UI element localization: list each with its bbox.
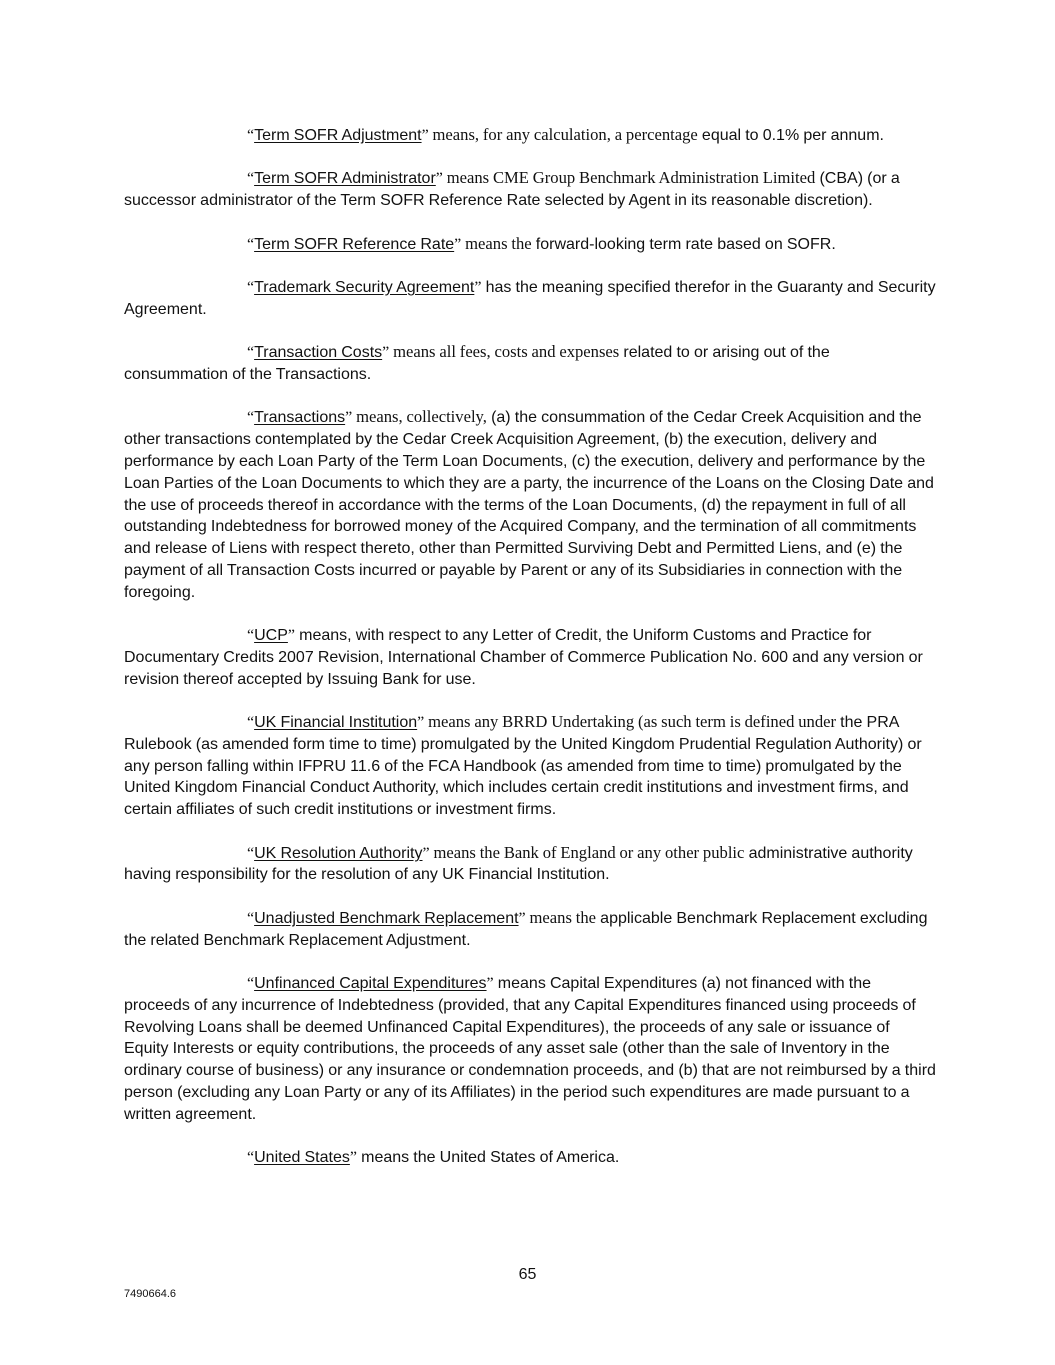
definition-text-serif: means CME Group Benchmark Administration Limited xyxy=(442,168,816,188)
definition-text: means the United States of America. xyxy=(356,1149,620,1167)
definition-text: (a) the consummation of the Cedar Creek Acquisition and the other transactions contemplated by the Cedar Creek Acquisition Agreement, (b) the execution, delivery and performance by each Loan Party of the Term Loan Documents, (c) the execution, delivery and performance by the Loan Parties of the Loan Documents to which they are a party, the incurrence of the Loans on the Closing Date and the use of proceeds thereof in accordance with the terms of the Loan Documents, (d) the repayment in full of all outstanding Indebtedness for borrowed money of the Acquired Company, and the termination of all commitments and release of Liens with respect thereto, other than Permitted Surviving Debt and Permitted Liens, and (e) the payment of all Transaction Costs incurred or payable by Parent or any of its Subsidiaries in connection with the foregoing. xyxy=(124,409,934,601)
defined-term: UK Financial Institution xyxy=(254,714,418,732)
definition-paragraph: “UCP” means, with respect to any Letter of Credit, the Uniform Customs and Practice for Documentary Credits 2007 Revision, International Chamber of Commerce Publication No. 600 and any version or revision thereof accepted by Issuing Bank for use. xyxy=(124,627,923,688)
defined-term: Unadjusted Benchmark Replacement xyxy=(254,909,519,927)
definition-text-serif: means the xyxy=(461,233,532,253)
definition-text-serif: means the xyxy=(525,907,597,927)
definition-paragraph: “Transaction Costs” means all fees, costs and expenses related to or arising out of the consummation of the Transactions. xyxy=(124,342,830,383)
defined-term: Term SOFR Adjustment xyxy=(254,127,422,144)
definition-text: forward-looking term rate based on SOFR. xyxy=(531,235,836,253)
definitions-list xyxy=(124,124,936,1190)
defined-term: Trademark Security Agreement xyxy=(254,278,475,296)
defined-term: Transaction Costs xyxy=(254,344,383,362)
definition-paragraph: “Trademark Security Agreement” has the meaning specified therefor in the Guaranty and Security Agreement. xyxy=(124,278,936,318)
definition-text: equal to 0.1% per annum. xyxy=(697,127,884,144)
definition-text: applicable Benchmark Replacement excluding the related Benchmark Replacement Adjustment. xyxy=(124,909,928,949)
definition-paragraph: “United States” means the United States of America. xyxy=(247,1149,620,1167)
definition-paragraph: “Term SOFR Administrator” means CME Group Benchmark Administration Limited (CBA) (or a successor administrator of the Term SOFR Reference Rate selected by Agent in its reasonable discretion). xyxy=(124,168,900,210)
definition-text-serif: means any BRRD Undertaking (as such term is defined under xyxy=(424,712,837,732)
definition-text: has the meaning specified therefor in the Guaranty and Security Agreement. xyxy=(124,278,936,318)
defined-term: United States xyxy=(254,1149,350,1167)
defined-term: Unfinanced Capital Expenditures xyxy=(254,975,487,993)
definition-paragraph: “Term SOFR Reference Rate” means the forward-looking term rate based on SOFR. xyxy=(247,233,836,253)
defined-term: UCP xyxy=(254,627,288,645)
definition-text: means, with respect to any Letter of Credit, the Uniform Customs and Practice for Documentary Credits 2007 Revision, International Chamber of Commerce Publication No. 600 and any version or revision thereof accepted by Issuing Bank for use. xyxy=(124,627,923,688)
defined-term: Term SOFR Reference Rate xyxy=(254,235,455,253)
definition-text-serif: means all fees, costs and expenses xyxy=(389,342,620,362)
definition-text: (CBA) (or a successor administrator of the Term SOFR Reference Rate selected by Agent in its reasonable discretion). xyxy=(124,170,900,210)
defined-term: UK Resolution Authority xyxy=(254,844,423,862)
definition-text-serif: means the Bank of England or any other public xyxy=(429,842,745,862)
definition-text-serif: means, for any calculation, a percentage xyxy=(428,125,698,144)
defined-term: Term SOFR Administrator xyxy=(254,170,436,188)
definition-text: means Capital Expenditures (a) not financed with the proceeds of any incurrence of Indebtedness (provided, that any Capital Expenditures financed using proceeds of Revolving Loans shall be deemed Unfinanced Capital Expenditures), the proceeds of any sale or issuance of Equity Interests or equity contributions, the proceeds of any asset sale (other than the sale of Inventory in the ordinary course of business) or any insurance or condemnation proceeds, and (b) that are not reimbursed by a third person (excluding any Loan Party or any of its Affiliates) in the period such expenditures are made pursuant to a written agreement. xyxy=(124,975,936,1123)
document-id: 7490664.6 xyxy=(124,1288,176,1300)
definition-paragraph: “Transactions” means, collectively, (a) the consummation of the Cedar Creek Acquisition and the other transactions contemplated by the Cedar Creek Acquisition Agreement, (b) the execution, delivery and performance by each Loan Party of the Term Loan Documents, (c) the execution, delivery and performance by the Loan Parties of the Loan Documents to which they are a party, the incurrence of the Loans on the Closing Date and the use of proceeds thereof in accordance with the terms of the Loan Documents, (d) the repayment in full of all outstanding Indebtedness for borrowed money of the Acquired Company, and the termination of all commitments and release of Liens with respect thereto, other than Permitted Surviving Debt and Permitted Liens, and (e) the payment of all Transaction Costs incurred or payable by Parent or any of its Subsidiaries in connection with the foregoing. xyxy=(124,407,934,601)
definition-text: administrative authority having responsibility for the resolution of any UK Financial Institution. xyxy=(124,844,913,884)
definition-paragraph: “Unfinanced Capital Expenditures” means Capital Expenditures (a) not financed with the proceeds of any incurrence of Indebtedness (provided, that any Capital Expenditures financed using proceeds of Revolving Loans shall be deemed Unfinanced Capital Expenditures), the proceeds of any sale or issuance of Equity Interests or equity contributions, the proceeds of any asset sale (other than the sale of Inventory in the ordinary course of business) or any insurance or condemnation proceeds, and (b) that are not reimbursed by a third person (excluding any Loan Party or any of its Affiliates) in the period such expenditures are made pursuant to a written agreement. xyxy=(124,975,936,1123)
page-number: 65 xyxy=(518,1266,537,1283)
defined-term: Transactions xyxy=(254,409,346,427)
definition-paragraph: “UK Resolution Authority” means the Bank of England or any other public administrative authority having responsibility for the resolution of any UK Financial Institution. xyxy=(124,842,913,884)
definition-text-serif: means, collectively, xyxy=(352,407,487,427)
definition-text: the PRA Rulebook (as amended form time to time) promulgated by the United Kingdom Prudential Regulation Authority) or any person falling within IFPRU 11.6 of the FCA Handbook (as amended from time to time) promulgated by the United Kingdom Financial Conduct Authority, which includes certain credit institutions and investment firms, and certain affiliates of such credit institutions or investment firms. xyxy=(124,714,922,819)
definition-paragraph: “UK Financial Institution” means any BRRD Undertaking (as such term is defined under the PRA Rulebook (as amended form time to time) promulgated by the United Kingdom Prudential Regulation Authority) or any person falling within IFPRU 11.6 of the FCA Handbook (as amended from time to time) promulgated by the United Kingdom Financial Conduct Authority, which includes certain credit institutions and investment firms, and certain affiliates of such credit institutions or investment firms. xyxy=(124,712,922,819)
definition-text: related to or arising out of the consummation of the Transactions. xyxy=(124,344,830,383)
definition-paragraph: “Unadjusted Benchmark Replacement” means the applicable Benchmark Replacement excluding the related Benchmark Replacement Adjustment. xyxy=(124,907,928,949)
definition-paragraph: “Term SOFR Adjustment” means, for any calculation, a percentage equal to 0.1% per annum. xyxy=(247,125,884,144)
